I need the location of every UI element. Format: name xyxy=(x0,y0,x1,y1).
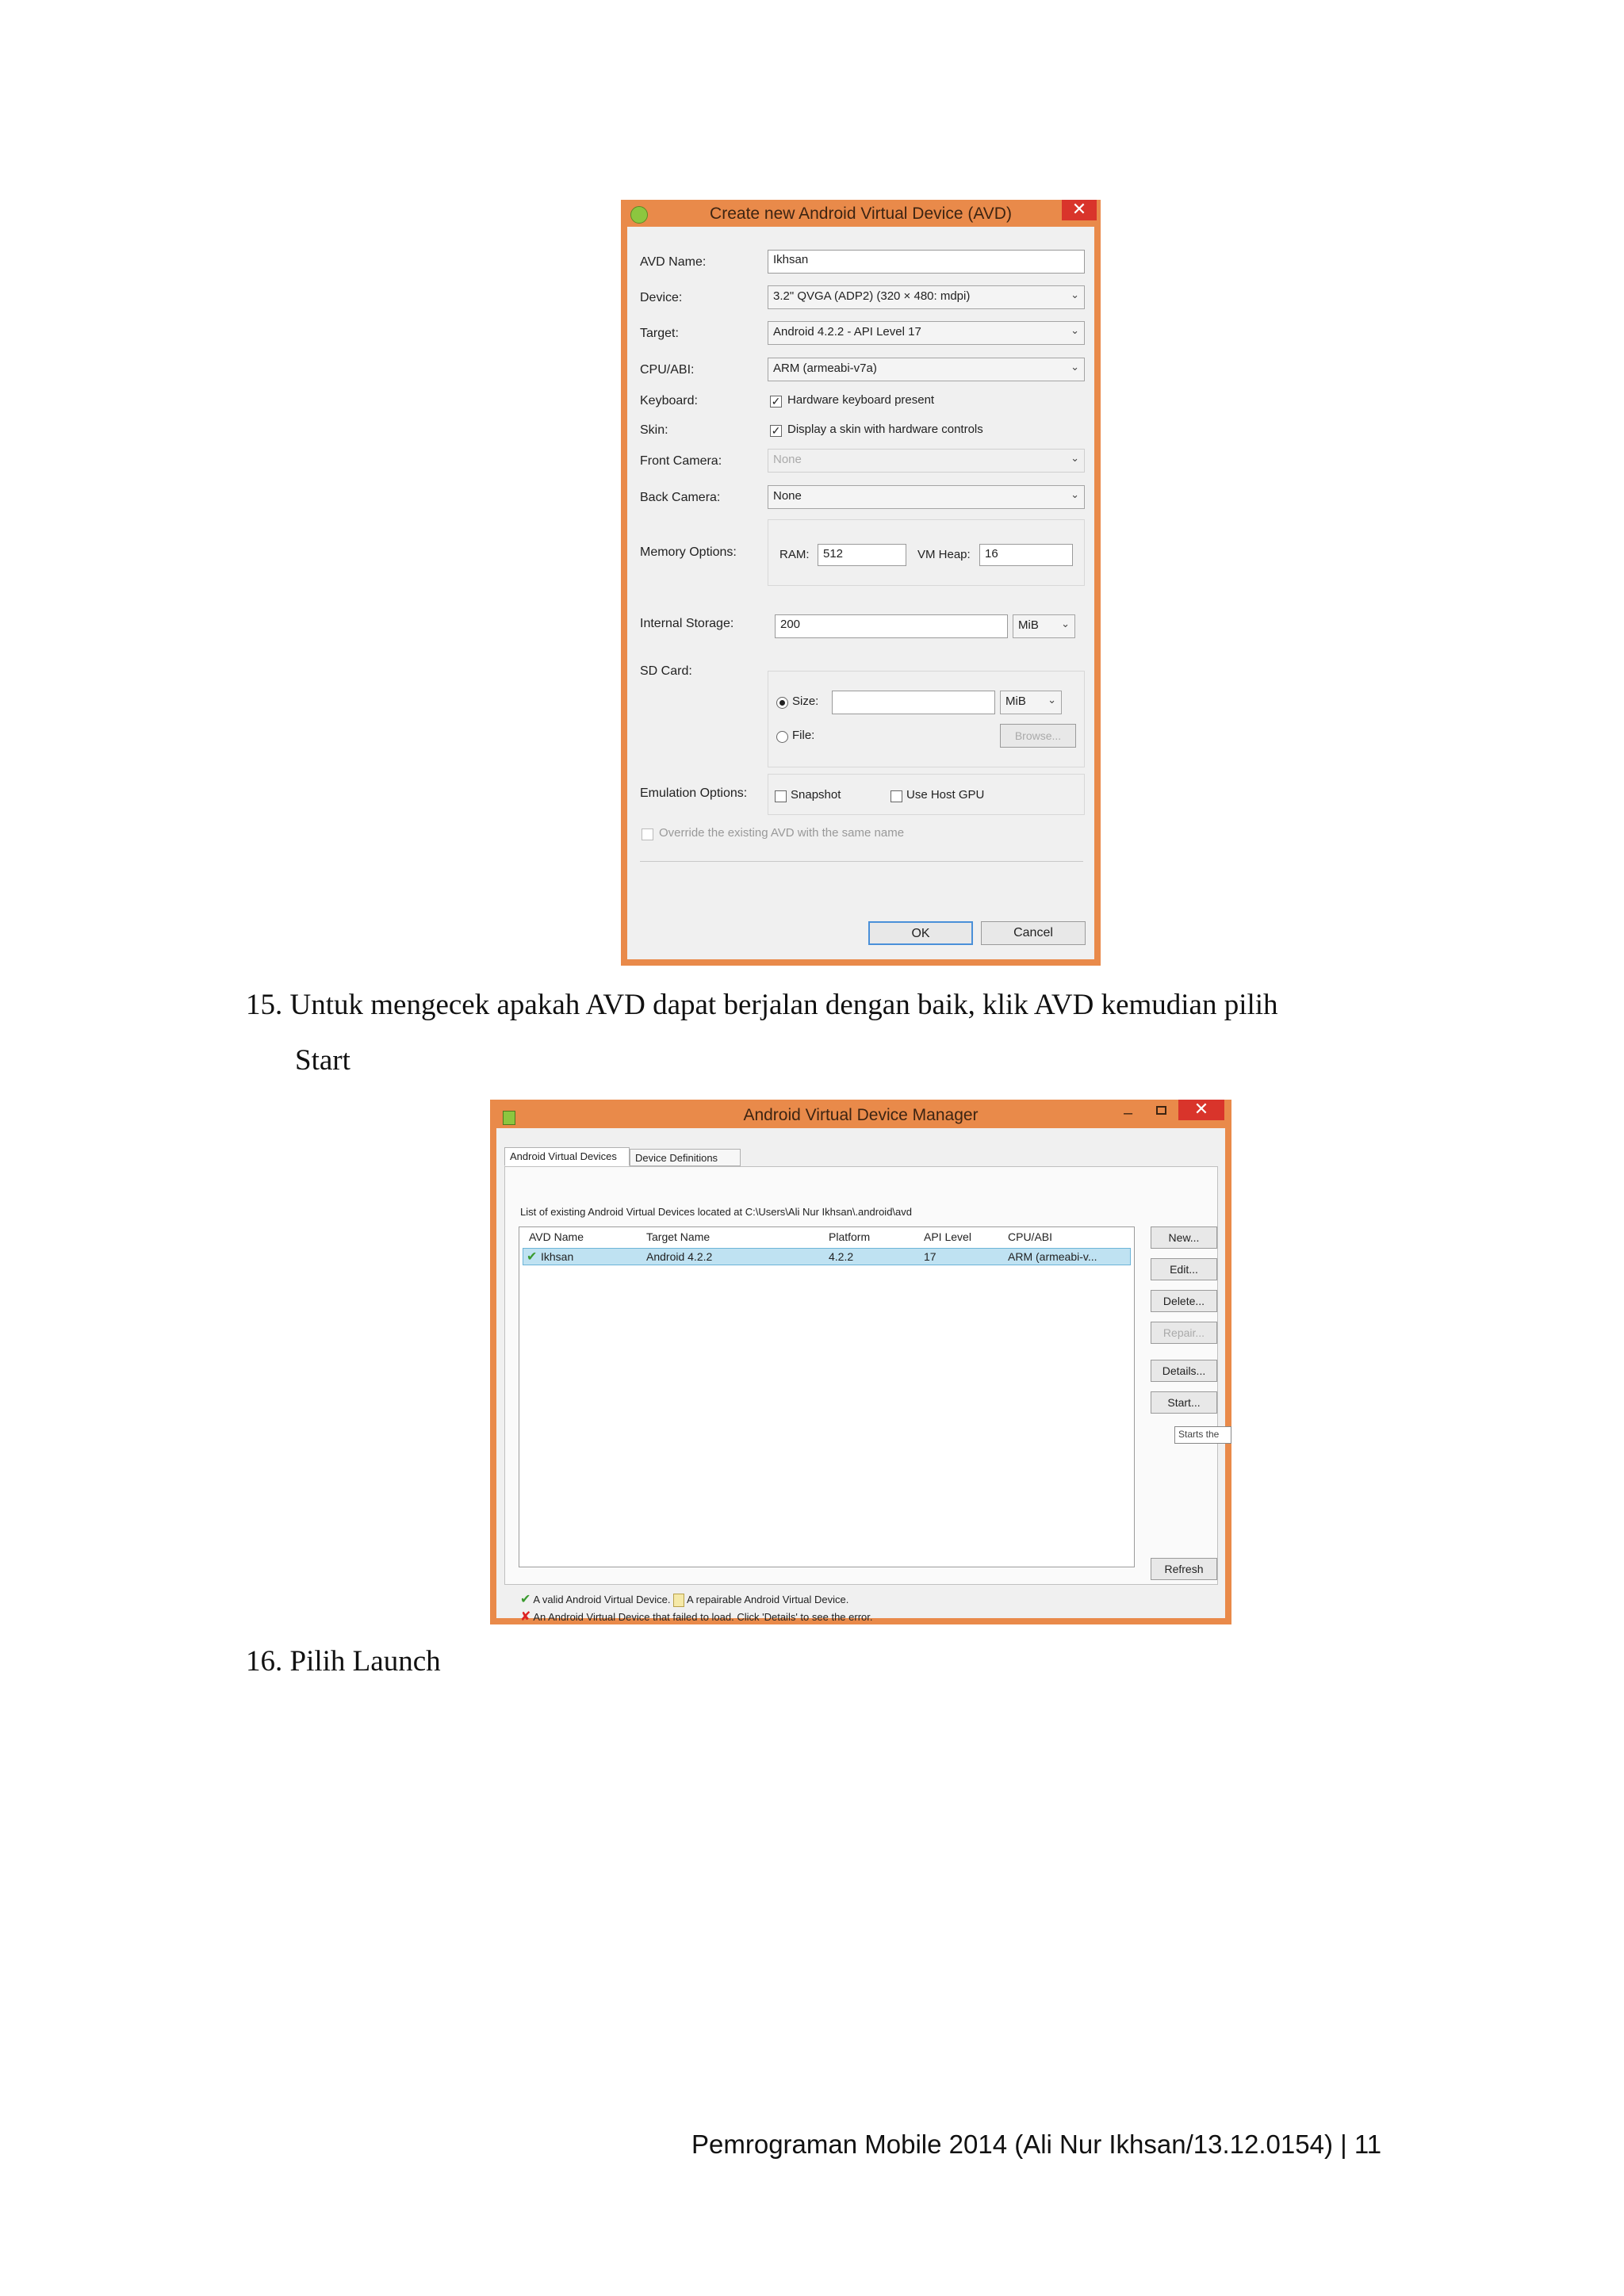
cpu-abi-select-value: ARM (armeabi-v7a) xyxy=(773,362,877,375)
tab-device-definitions[interactable]: Device Definitions xyxy=(630,1149,741,1166)
sd-size-input[interactable] xyxy=(832,691,995,714)
column-header[interactable]: AVD Name xyxy=(529,1230,584,1243)
legend-valid-text: A valid Android Virtual Device. xyxy=(533,1594,671,1605)
skin-label: Skin: xyxy=(640,423,668,437)
step-15-line-2: Start xyxy=(295,1044,350,1077)
sd-size-unit-select[interactable] xyxy=(1000,691,1062,714)
ram-input[interactable]: 512 xyxy=(818,544,906,566)
start-button[interactable]: Start... xyxy=(1151,1391,1217,1414)
sd-file-label: File: xyxy=(792,729,815,742)
valid-check-icon: ✔ xyxy=(527,1250,538,1264)
sd-file-radio[interactable] xyxy=(776,731,788,743)
device-select-value: 3.2" QVGA (ADP2) (320 × 480: mdpi) xyxy=(773,289,971,303)
override-label: Override the existing AVD with the same name xyxy=(659,826,905,840)
chevron-down-icon: ⌄ xyxy=(1071,361,1079,373)
close-icon[interactable]: ✕ xyxy=(1178,1100,1224,1120)
tab-android-virtual-devices[interactable]: Android Virtual Devices xyxy=(504,1147,630,1166)
internal-storage-unit-select[interactable] xyxy=(1013,614,1075,638)
row-cpu-abi: ARM (armeabi-v... xyxy=(1008,1250,1097,1263)
override-checkbox xyxy=(642,828,653,840)
valid-check-icon: ✔ xyxy=(520,1593,531,1606)
legend-valid xyxy=(520,1591,848,1607)
use-host-gpu-checkbox[interactable] xyxy=(891,790,902,802)
internal-storage-input[interactable]: 200 xyxy=(775,614,1008,638)
close-icon[interactable]: ✕ xyxy=(1062,200,1097,220)
page-footer: Pemrograman Mobile 2014 (Ali Nur Ikhsan/13.12.0154) | 11 xyxy=(691,2130,1382,2159)
column-header[interactable]: API Level xyxy=(924,1230,971,1243)
cpu-abi-select[interactable] xyxy=(768,358,1085,381)
snapshot-checkbox[interactable] xyxy=(775,790,787,802)
step-16-text: 16. Pilih Launch xyxy=(246,1645,441,1678)
refresh-button[interactable]: Refresh xyxy=(1151,1558,1217,1580)
dialog-titlebar xyxy=(621,200,1101,227)
new-button[interactable]: New... xyxy=(1151,1226,1217,1249)
use-host-gpu-label: Use Host GPU xyxy=(906,788,985,802)
cancel-button[interactable]: Cancel xyxy=(981,921,1086,945)
error-x-icon: ✘ xyxy=(520,1610,531,1624)
memory-options-label: Memory Options: xyxy=(640,545,737,559)
avd-name-label: AVD Name: xyxy=(640,255,707,269)
details-button[interactable]: Details... xyxy=(1151,1360,1217,1382)
vm-heap-input[interactable]: 16 xyxy=(979,544,1073,566)
row-platform: 4.2.2 xyxy=(829,1250,854,1263)
chevron-down-icon: ⌄ xyxy=(1061,618,1070,629)
create-avd-dialog xyxy=(621,200,1101,966)
sd-size-unit-value: MiB xyxy=(1005,695,1026,708)
row-avd-name: Ikhsan xyxy=(541,1250,574,1263)
row-target: Android 4.2.2 xyxy=(646,1250,713,1263)
chevron-down-icon: ⌄ xyxy=(1071,289,1079,300)
step-15-line-1: 15. Untuk mengecek apakah AVD dapat berjalan dengan baik, klik AVD kemudian pilih xyxy=(246,989,1278,1021)
skin-checkbox-label: Display a skin with hardware controls xyxy=(787,423,983,436)
chevron-down-icon: ⌄ xyxy=(1048,694,1056,706)
window-title: Android Virtual Device Manager xyxy=(743,1106,979,1124)
sd-card-group xyxy=(768,671,1085,767)
column-header[interactable]: Target Name xyxy=(646,1230,710,1243)
emulation-options-label: Emulation Options: xyxy=(640,786,748,800)
sd-size-label: Size: xyxy=(792,695,819,708)
window-body xyxy=(496,1128,1225,1624)
column-header[interactable]: CPU/ABI xyxy=(1008,1230,1053,1243)
front-camera-select xyxy=(768,449,1085,473)
chevron-down-icon: ⌄ xyxy=(1071,324,1079,336)
cpu-abi-label: CPU/ABI: xyxy=(640,363,695,377)
back-camera-value: None xyxy=(773,489,802,503)
back-camera-select[interactable] xyxy=(768,485,1085,509)
keyboard-label: Keyboard: xyxy=(640,394,698,408)
start-tooltip: Starts the xyxy=(1174,1426,1231,1444)
divider xyxy=(640,861,1083,862)
legend-failed-text: An Android Virtual Device that failed to load. Click 'Details' to see the error. xyxy=(533,1611,873,1623)
chevron-down-icon: ⌄ xyxy=(1071,452,1079,464)
repair-button: Repair... xyxy=(1151,1322,1217,1344)
internal-storage-unit-value: MiB xyxy=(1018,618,1039,632)
ok-button[interactable]: OK xyxy=(868,921,973,945)
memory-options-group xyxy=(768,519,1085,586)
legend-failed xyxy=(520,1609,872,1624)
table-row[interactable] xyxy=(523,1248,1131,1265)
target-label: Target: xyxy=(640,327,679,340)
chevron-down-icon: ⌄ xyxy=(1071,488,1079,500)
emulation-options-group xyxy=(768,774,1085,815)
avd-name-input[interactable]: Ikhsan xyxy=(768,250,1085,274)
internal-storage-label: Internal Storage: xyxy=(640,617,734,630)
dialog-body xyxy=(627,227,1094,959)
browse-button: Browse... xyxy=(1000,724,1076,748)
edit-button[interactable]: Edit... xyxy=(1151,1258,1217,1280)
dialog-title: Create new Android Virtual Device (AVD) xyxy=(710,205,1012,223)
repairable-doc-icon xyxy=(673,1594,684,1607)
avd-manager-window xyxy=(490,1100,1231,1624)
target-select[interactable] xyxy=(768,321,1085,345)
avd-table xyxy=(519,1226,1135,1567)
row-api-level: 17 xyxy=(924,1250,936,1263)
front-camera-value: None xyxy=(773,453,802,466)
keyboard-checkbox-label: Hardware keyboard present xyxy=(787,393,935,407)
keyboard-checkbox[interactable]: ✓ xyxy=(771,395,781,408)
maximize-icon[interactable] xyxy=(1156,1106,1166,1115)
snapshot-label: Snapshot xyxy=(791,788,841,802)
sd-size-radio[interactable] xyxy=(776,697,788,709)
device-label: Device: xyxy=(640,291,683,304)
delete-button[interactable]: Delete... xyxy=(1151,1290,1217,1312)
avd-path-text: List of existing Android Virtual Devices located at C:\Users\Ali Nur Ikhsan\.android\avd xyxy=(520,1206,912,1218)
target-select-value: Android 4.2.2 - API Level 17 xyxy=(773,325,921,339)
device-select[interactable] xyxy=(768,285,1085,309)
legend-repairable-text: A repairable Android Virtual Device. xyxy=(687,1594,849,1605)
column-header[interactable]: Platform xyxy=(829,1230,871,1243)
front-camera-label: Front Camera: xyxy=(640,454,722,468)
minimize-icon[interactable]: – xyxy=(1124,1104,1133,1122)
vm-heap-label: VM Heap: xyxy=(917,548,971,561)
ram-label: RAM: xyxy=(779,548,810,561)
back-camera-label: Back Camera: xyxy=(640,491,721,504)
sd-card-label: SD Card: xyxy=(640,664,692,678)
skin-checkbox[interactable]: ✓ xyxy=(771,424,781,437)
